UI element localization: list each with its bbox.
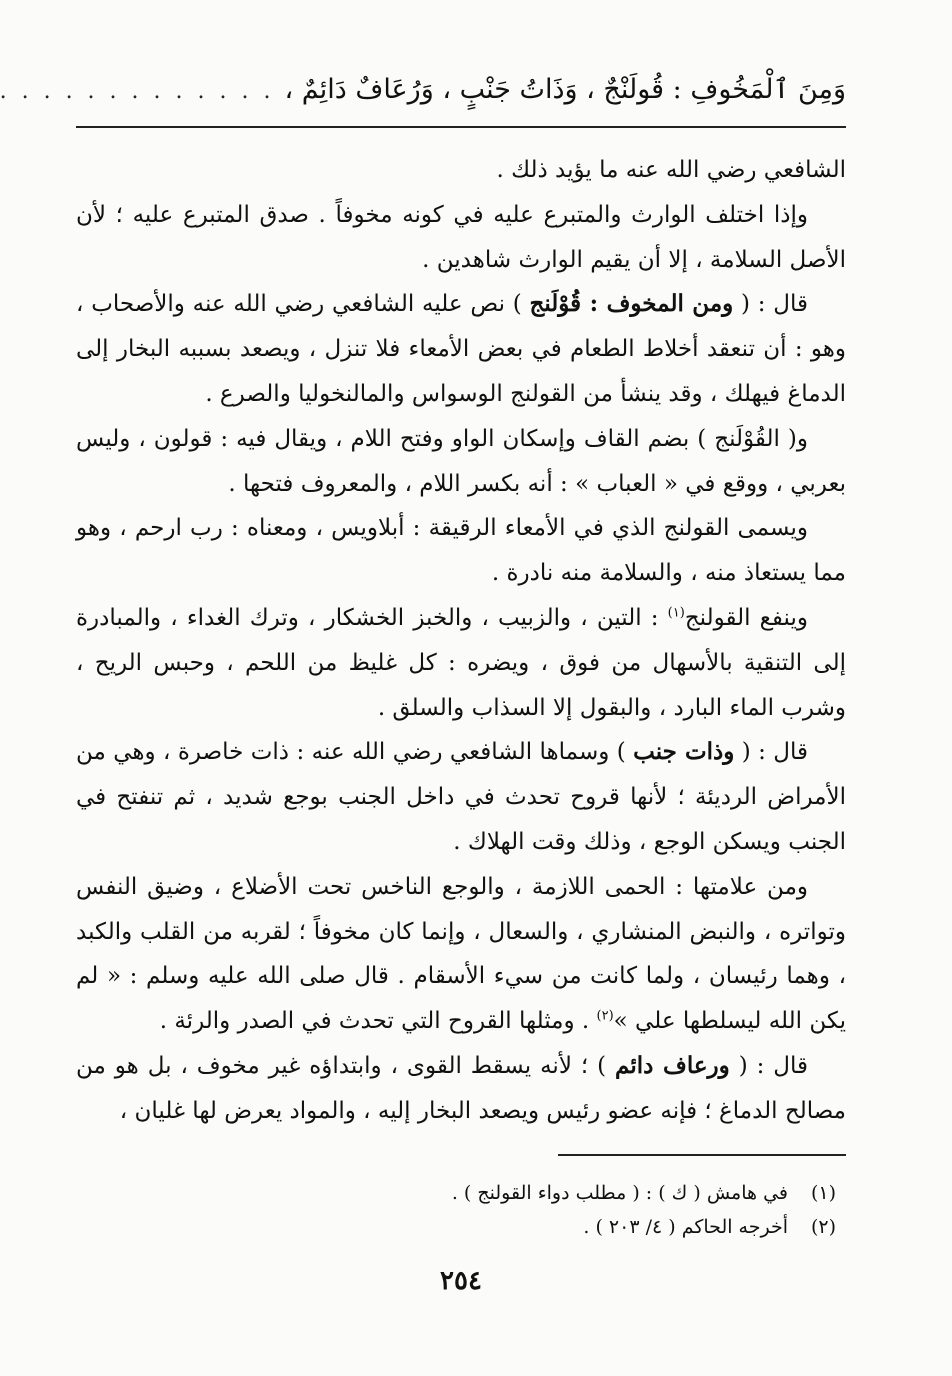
paragraph-text: : التين ، والزبيب ، والخبز الخشكار ، وترك الغداء ، والمبادرة إلى التنقية بالأسهال من فوق ، ويضره : كل غليظ من اللحم ، وحبس الريح ، وشرب الماء البارد ، والبقول إلا السذاب والسلق .	[76, 604, 846, 721]
footnote-2-number: (٢)	[810, 1216, 836, 1238]
paragraph	[76, 417, 846, 507]
paragraph-text: ) وسماها الشافعي رضي الله عنه : ذات خاصرة ، وهي من الأمراض الرديئة ؛ لأنها قروح تحدث في داخل الجنب بوجع شديد ، ثم تنفتح في الجنب ويسكن الوجع ، وذلك وقت الهلاك .	[76, 739, 846, 855]
header-rule	[76, 126, 846, 128]
paragraph-text: قال : (	[733, 291, 808, 318]
paragraph-text: وينفع القولنج	[684, 604, 808, 631]
running-head	[0, 74, 846, 105]
book-page	[0, 60, 846, 1360]
bold-matn-text: ورعاف دائم	[615, 1051, 730, 1079]
paragraph	[76, 282, 846, 416]
paragraph	[76, 596, 846, 730]
paragraph-text: و( القُوْلَنج ) بضم القاف وإسكان الواو وفتح اللام ، ويقال فيه : قولون ، وليس بعربي ، ووقع في « العباب » : أنه بكسر اللام ، والمعروف فتحها .	[76, 425, 846, 497]
paragraph	[76, 148, 846, 193]
footnote-marker: (١)	[667, 605, 685, 621]
footnote-rule	[558, 1154, 846, 1156]
footnote-1	[76, 1176, 836, 1210]
paragraph-text: قال : (	[729, 1052, 809, 1079]
paragraph-text: . ومثلها القروح التي تحدث في الصدر والرئة .	[159, 1008, 597, 1035]
running-head-title: وَمِنَ ٱلْمَخُوفِ : قُولَنْجٌ ، وَذَاتُ جَنْبٍ ، وَرُعَافٌ دَائِمٌ ،	[284, 74, 846, 105]
paragraph-text: ) ؛ لأنه يسقط القوى ، وابتداؤه غير مخوف ، بل هو من مصالح الدماغ ؛ فإنه عضو رئيس ويصعد البخار إليه ، والمواد يعرض لها غليان ،	[76, 1052, 846, 1124]
body-text	[76, 148, 846, 1134]
footnote-2	[76, 1210, 836, 1244]
paragraph	[76, 506, 846, 596]
paragraph-text: ومن علامتها : الحمى اللازمة ، والوجع الناخس تحت الأضلاع ، وضيق النفس وتواتره ، والنبض المنشاري ، والسعال ، وإنما كان مخوفاً ؛ لقربه من القلب والكبد ، وهما رئيسان ، ولما كانت من سيء الأسقام . قال صلى الله عليه وسلم : « لم يكن الله ليسلطها علي »	[76, 873, 846, 1035]
bold-matn-text: وذات جنب	[633, 738, 735, 766]
footnote-1-number: (١)	[810, 1182, 836, 1204]
paragraph-text: ) نص عليه الشافعي رضي الله عنه والأصحاب ، وهو : أن تنعقد أخلاط الطعام في بعض الأمعاء فلا تنزل ، ويصعد بسببه البخار إلى الدماغ فيهلك ، وقد ينشأ من القولنج الوسواس والمالنخوليا والصرع .	[76, 291, 846, 407]
paragraph	[76, 1044, 846, 1134]
running-head-leader-dots: . . . . . . . . . . . . .	[0, 79, 275, 104]
footnote-1-text: في هامش ( ك ) : ( مطلب دواء القولنج ) .	[451, 1182, 788, 1204]
paragraph-text: ويسمى القولنج الذي في الأمعاء الرقيقة : أبلاويس ، ومعناه : رب ارحم ، وهو مما يستعاذ منه ، والسلامة منه نادرة .	[76, 515, 846, 587]
paragraph-text: وإذا اختلف الوارث والمتبرع عليه في كونه مخوفاً . صدق المتبرع عليه ؛ لأن الأصل السلامة ، إلا أن يقيم الوارث شاهدين .	[76, 201, 846, 273]
paragraph	[76, 193, 846, 283]
footnote-marker: (٢)	[596, 1008, 614, 1024]
footnotes	[76, 1176, 836, 1244]
paragraph-text: الشافعي رضي الله عنه ما يؤيد ذلك .	[496, 157, 846, 183]
paragraph	[76, 730, 846, 864]
paragraph	[76, 865, 846, 1044]
page-number: ٢٥٤	[440, 1266, 482, 1296]
footnote-2-text: أخرجه الحاكم ( ٤/ ٢٠٣ ) .	[583, 1216, 788, 1238]
paragraph-text: قال : (	[734, 739, 808, 766]
bold-matn-text: ومن المخوف : قُوْلَنج	[529, 290, 734, 318]
